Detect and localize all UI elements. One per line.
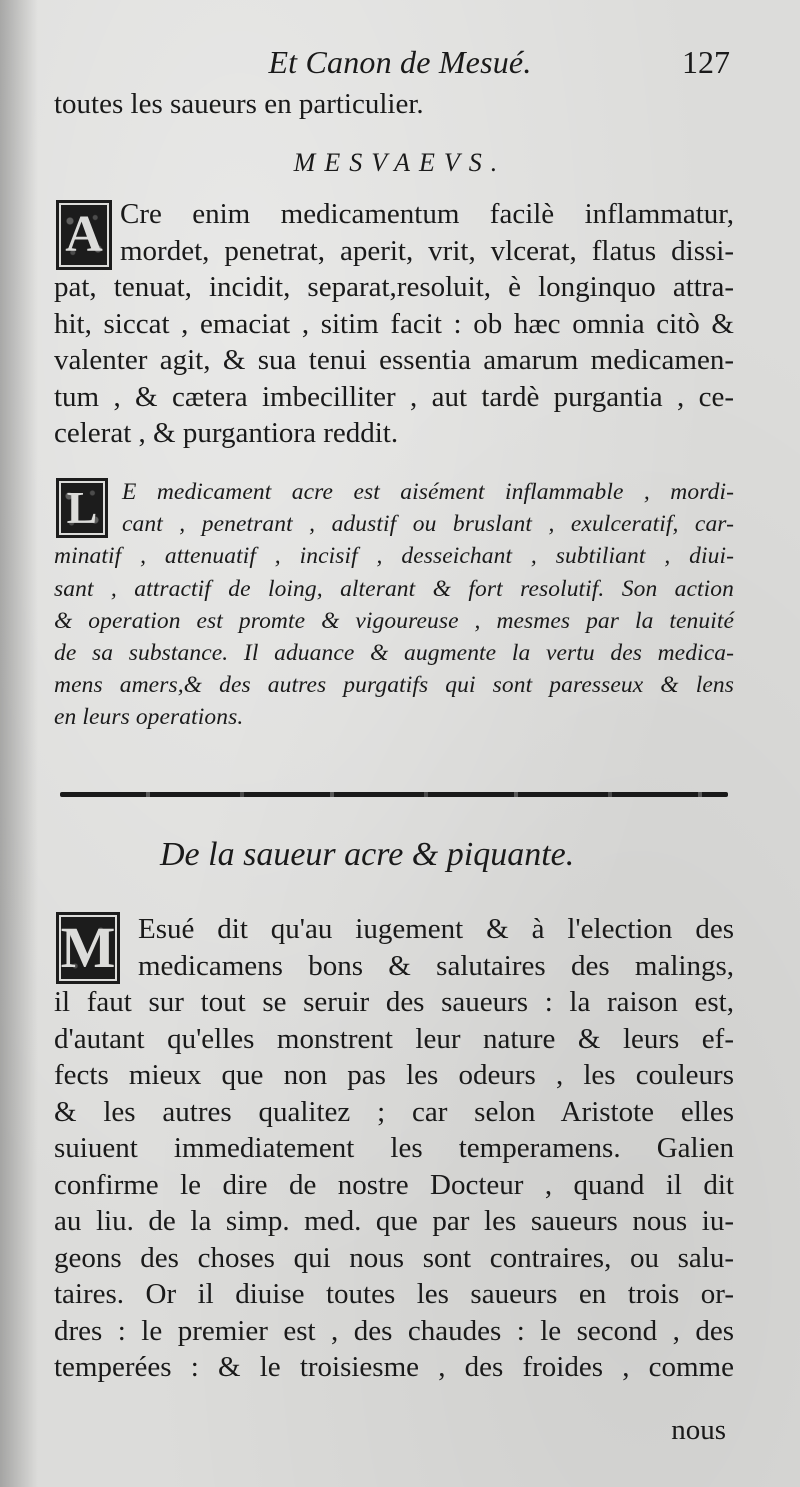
text-line: temperées : & le troisiesme , des froides , comme bbox=[54, 1351, 734, 1383]
text-line: medicamens bons & salutaires des malings, bbox=[138, 949, 734, 982]
text-line: au liu. de la simp. med. que par les saueurs nous iu- bbox=[54, 1205, 734, 1237]
latin-heading: MESVAEVS. bbox=[293, 148, 507, 177]
latin-paragraph bbox=[54, 196, 734, 452]
text-line: tum , & cætera imbecilliter , aut tardè purgantia , ce- bbox=[54, 380, 734, 413]
text-line: sant , attractif de loing, alterant & fort resolutif. Son action bbox=[54, 575, 734, 602]
text-line: cant , penetrant , adustif ou bruslant , exulceratif, car- bbox=[122, 511, 734, 538]
catchword: nous bbox=[671, 1414, 726, 1446]
running-head bbox=[0, 44, 800, 84]
text-line: Cre enim medicamentum facilè inflammatur, bbox=[120, 198, 734, 230]
text-line: mens amers,& des autres purgatifs qui sont paresseux & lens bbox=[54, 672, 734, 699]
text-line: taires. Or il diuise toutes les saueurs en trois or- bbox=[54, 1278, 734, 1310]
text-line: d'autant qu'elles monstrent leur nature & leurs ef- bbox=[54, 1022, 734, 1055]
page-number: 127 bbox=[682, 44, 730, 80]
text-line: & les autres qualitez ; car selon Aristote elles bbox=[54, 1095, 734, 1128]
text-line: hit, siccat , emaciat , sitim facit : ob hæc omnia citò & bbox=[54, 307, 734, 340]
main-paragraph bbox=[54, 911, 734, 1386]
french-italic-paragraph bbox=[54, 476, 734, 734]
text-line: celerat , & purgantiora reddit. bbox=[54, 417, 399, 449]
ornamental-divider bbox=[60, 792, 728, 797]
dropcap-m-icon: M bbox=[56, 912, 120, 984]
text-line: il faut sur tout se seruir des saueurs : la raison est, bbox=[54, 986, 734, 1018]
text-line: pat, tenuat, incidit, separat,resoluit, è longinquo attra- bbox=[54, 271, 734, 303]
opening-line: toutes les saueurs en particulier. bbox=[54, 88, 424, 120]
text-line: valenter agit, & sua tenui essentia amarum medicamen- bbox=[54, 344, 734, 376]
text-line: geons des choses qui nous sont contraires, ou salu- bbox=[54, 1241, 734, 1274]
dropcap-l-icon: L bbox=[56, 478, 108, 538]
text-line: mordet, penetrat, aperit, vrit, vlcerat, flatus dissi- bbox=[120, 234, 734, 267]
text-line: confirme le dire de nostre Docteur , quand il dit bbox=[54, 1168, 734, 1201]
running-title: Et Canon de Mesué. bbox=[268, 44, 532, 80]
text-line: E medicament acre est aisément inflammable , mordi- bbox=[122, 479, 734, 505]
text-line: fects mieux que non pas les odeurs , les couleurs bbox=[54, 1059, 734, 1091]
text-line: suiuent immediatement les temperamens. Galien bbox=[54, 1132, 734, 1164]
dropcap-a-icon: A bbox=[56, 200, 112, 270]
text-line: de sa substance. Il aduance & augmente la vertu des medica- bbox=[54, 640, 734, 667]
text-line: dres : le premier est , des chaudes : le second , des bbox=[54, 1314, 734, 1347]
text-line: en leurs operations. bbox=[54, 704, 244, 731]
text-line: minatif , attenuatif , incisif , desseichant , subtiliant , diui- bbox=[54, 543, 734, 570]
text-line: Esué dit qu'au iugement & à l'election des bbox=[138, 913, 734, 945]
opening-line-block bbox=[54, 86, 734, 123]
text-line: & operation est promte & vigoureuse , mesmes par la tenuité bbox=[54, 607, 734, 634]
section-title: De la saueur acre & piquante. bbox=[160, 836, 575, 873]
